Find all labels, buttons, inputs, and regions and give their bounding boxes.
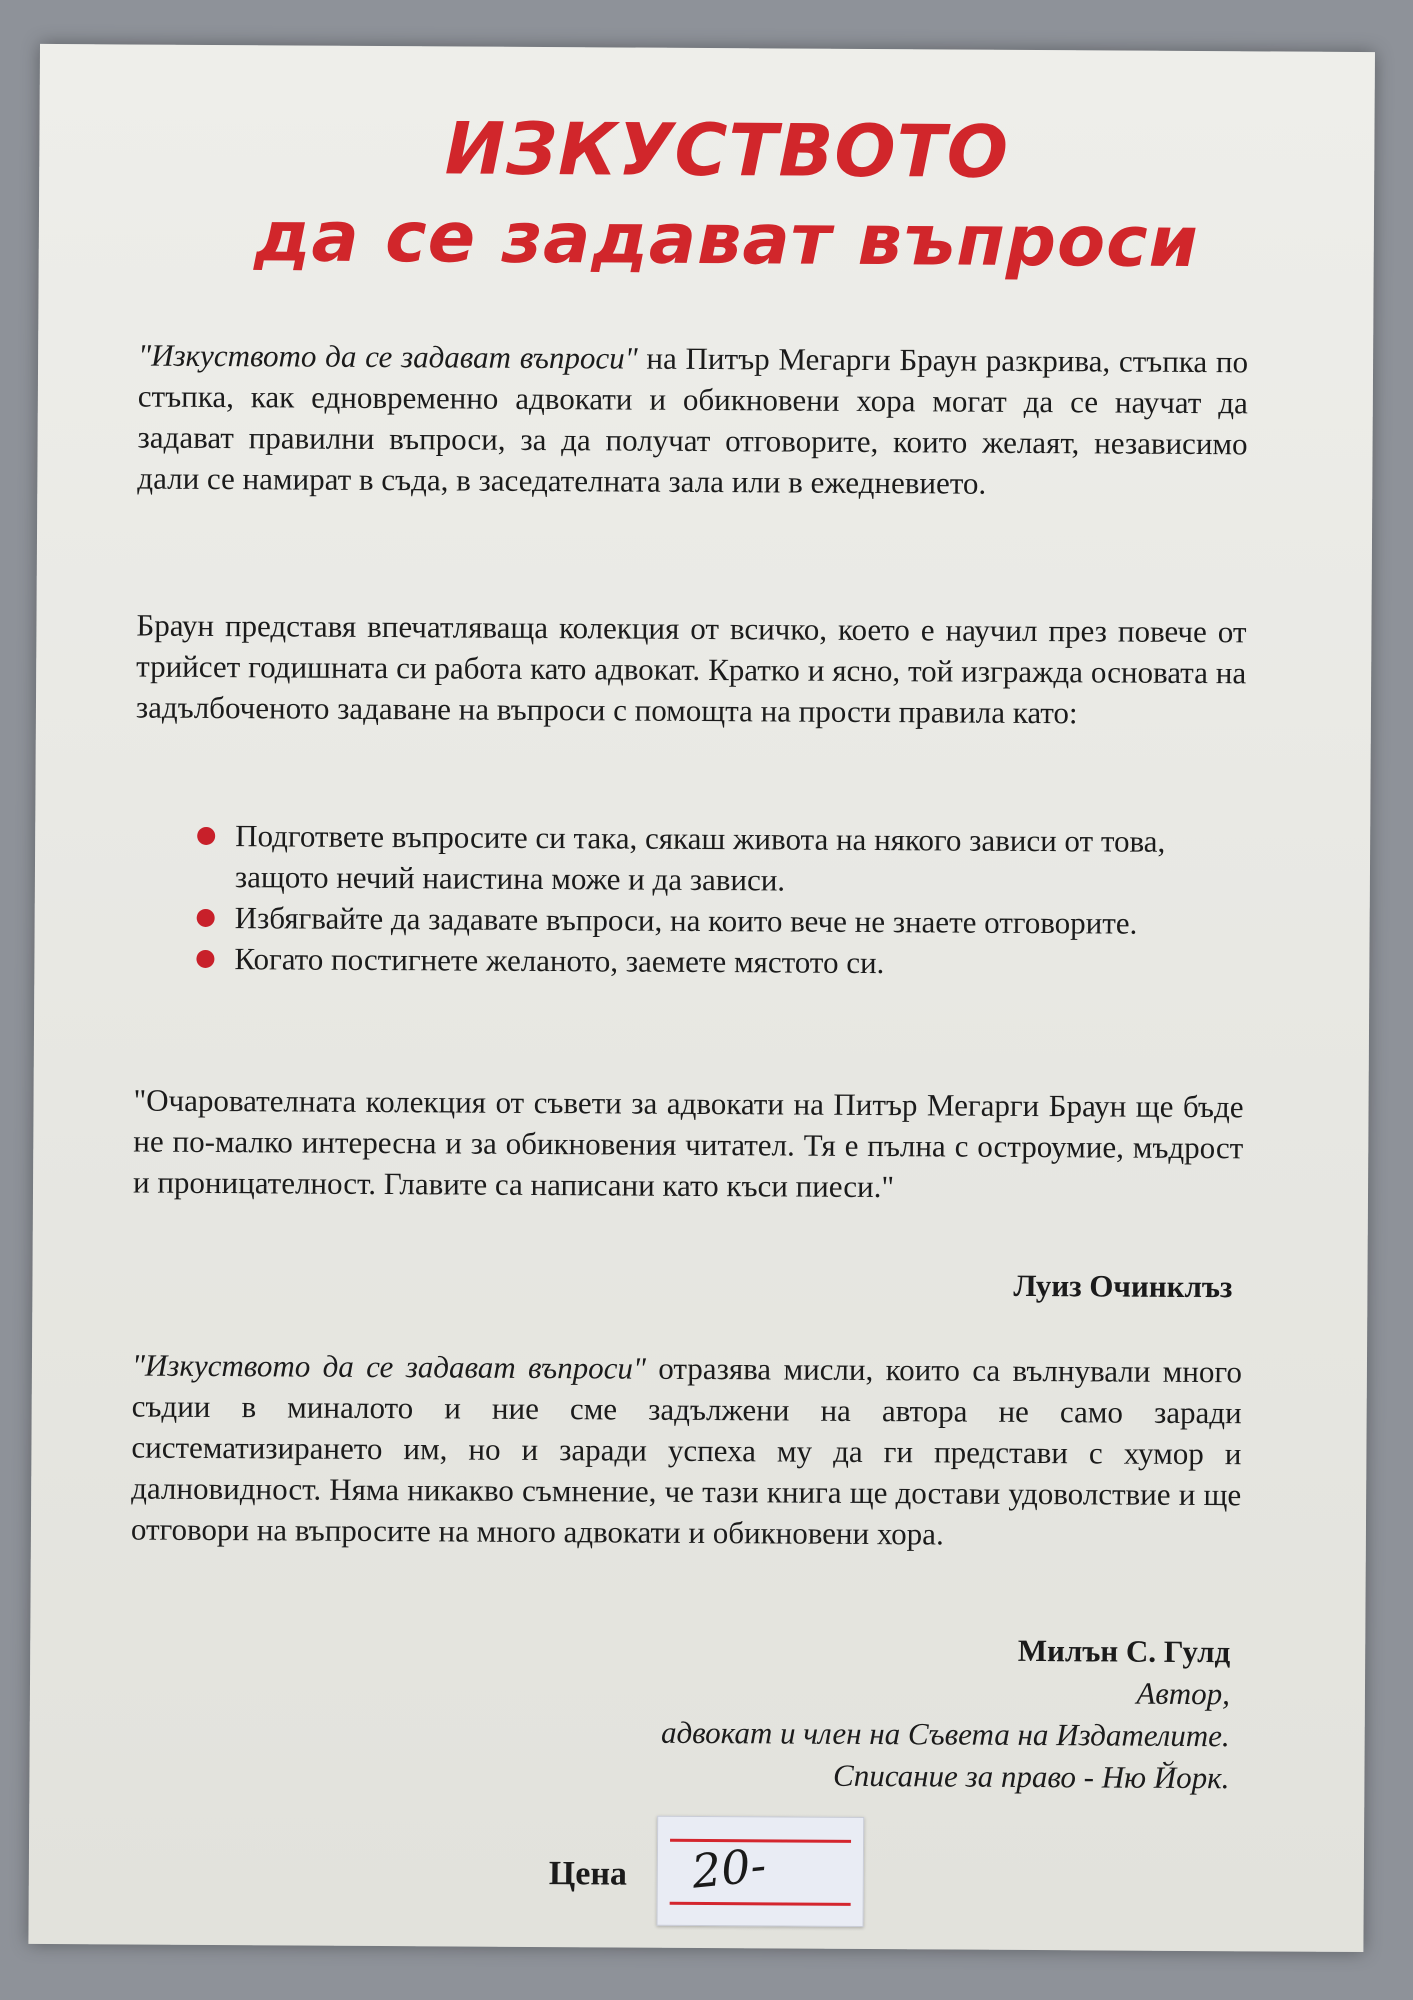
review-2-author-position: адвокат и член на Съвета на Издателите. <box>660 1714 1230 1754</box>
book-title-quote: "Изкуството да се задават въпроси" <box>131 1347 647 1386</box>
price-value: 20- <box>689 1837 769 1899</box>
price-label: Цена <box>548 1855 628 1893</box>
list-item-text: Подгответе въпросите си така, сякаш живота на някого зависи от това, защото нечий наистина може и да зависи. <box>234 818 1166 898</box>
review-2-author-publication: Списание за право - Ню Йорк. <box>832 1757 1230 1796</box>
cover-title-line-1: ИЗКУСТВОТО <box>444 106 1010 194</box>
list-item-text: Когато постигнете желаното, заемете мястото си. <box>234 941 885 981</box>
review-quote-2 <box>131 1345 1242 1557</box>
list-item <box>195 815 1195 903</box>
review-2-author-role: Автор, <box>1136 1675 1231 1712</box>
sticker-bottom-line <box>670 1902 851 1906</box>
description-paragraph-2: Браун представя впечатляваща колекция от всичко, което е научил през повече от трийсет годишната си работа като адвокат. Кратко и ясно, той изгражда основата на задълбоченото задаване на въпроси с помощта на прости правила като: <box>135 607 1247 731</box>
cover-title-line-2: да се задават въпроси <box>253 195 1199 284</box>
book-title-quote: "Изкуството да се задават въпроси" <box>138 337 638 376</box>
review-1-author: Луиз Очинклъз <box>1013 1267 1233 1305</box>
bullet-dot-icon <box>197 827 215 845</box>
list-item <box>194 938 1194 985</box>
price-sticker <box>657 1816 865 1927</box>
description-paragraph-1-text: на Питър Мегарги Браун разкрива, стъпка по стъпка, как едновременно адвокати и обикновени хора могат да се научат да задават правилни въпроси, за да получат отговорите, които желаят, независимо дали се намират в съда, в заседателната зала или в ежедневието. <box>137 340 1249 501</box>
list-item-text: Избягвайте да задавате въпроси, на които вече не знаете отговорите. <box>234 900 1138 941</box>
bullet-dot-icon <box>196 950 214 968</box>
review-quote-2-text: отразява мисли, които са вълнували много съдии в миналото и ние сме задължени на автора не само заради систематизирането им, но и заради успеха му да ги представи с хумор и далновидност. Няма никакво съмнение, че тази книга ще достави удоволствие и ще отговори на въпросите на много адвокати и обикновени хора. <box>130 1350 1243 1552</box>
bullet-dot-icon <box>197 909 215 927</box>
review-2-author: Милън С. Гулд <box>1017 1632 1231 1670</box>
book-back-cover <box>28 44 1375 1952</box>
list-item <box>195 897 1195 944</box>
review-quote-1: "Очарователната колекция от съвети за адвокати на Питър Мегарги Браун ще бъде не по-малко интересна и за обикновения читател. Тя е пълна с остроумие, мъдрост и проницателност. Главите са написани като къси пиеси." <box>132 1082 1244 1205</box>
rules-list <box>194 815 1195 985</box>
description-paragraph-1 <box>137 335 1248 506</box>
